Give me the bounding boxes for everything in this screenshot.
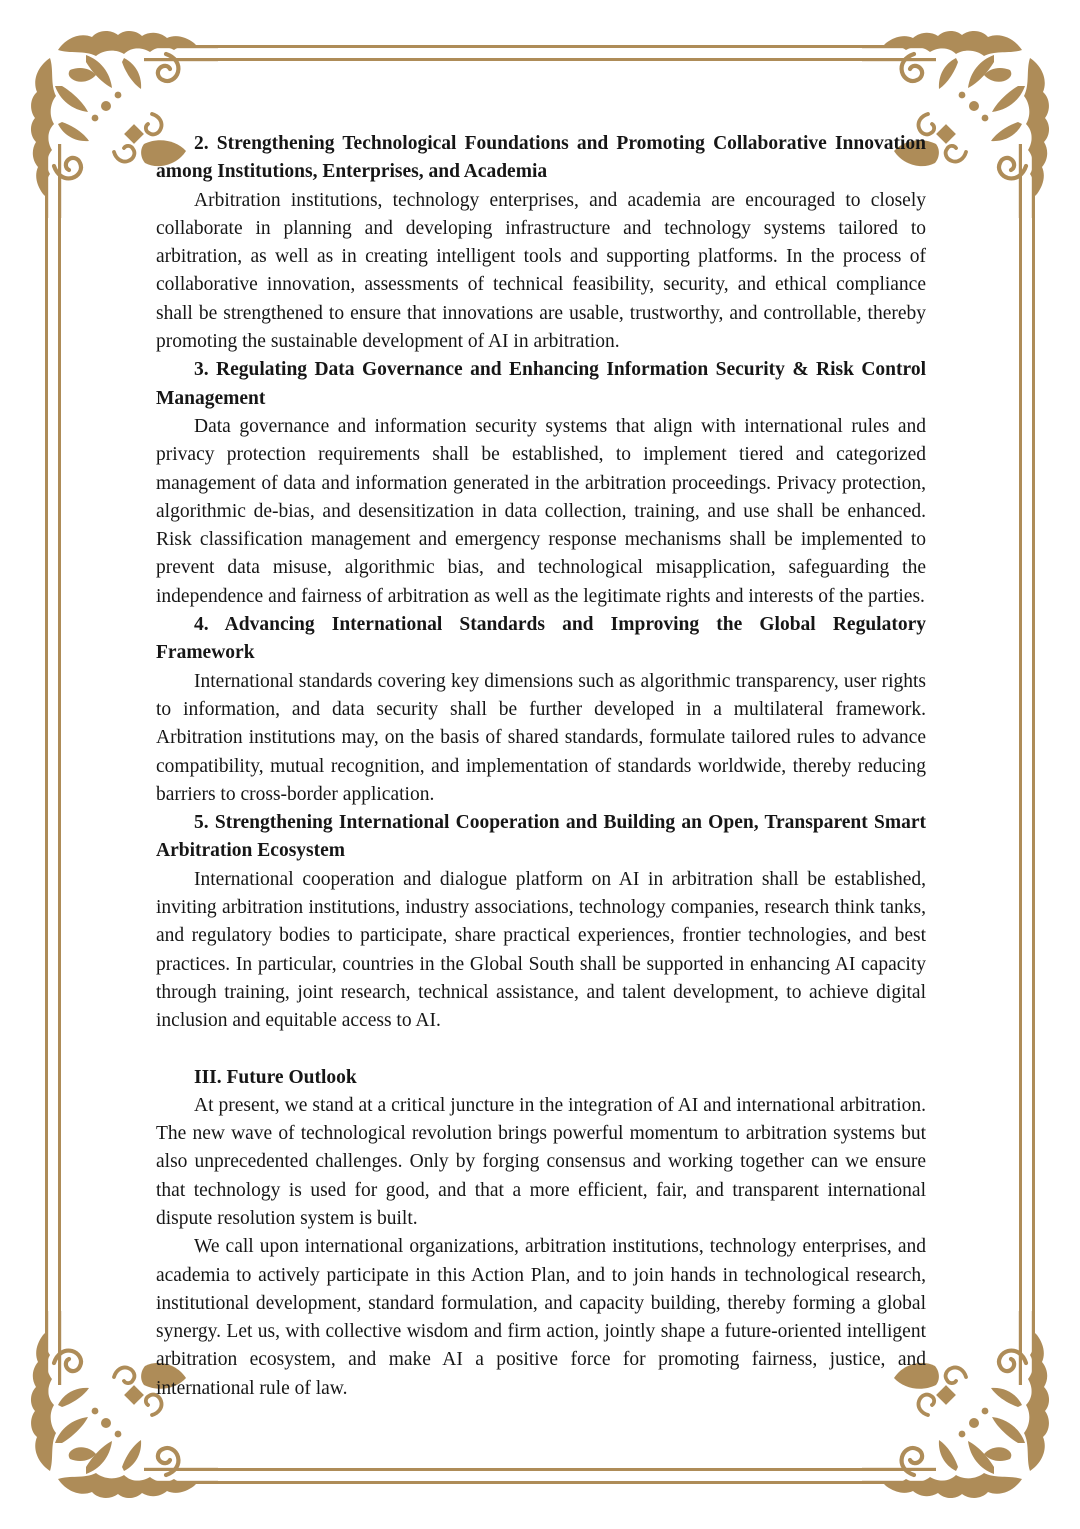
frame-line-left-inner xyxy=(58,212,61,1317)
frame-line-right-outer xyxy=(1032,212,1035,1317)
document-body xyxy=(156,130,926,1403)
frame-line-left-outer xyxy=(45,212,48,1317)
future-outlook-paragraph-2: We call upon international organizations, arbitration institutions, technology enterprises, and academia to actively participate in this Action Plan, and to join hands in technological research, institutional development, standard formulation, and capacity building, thereby forming a global synergy. Let us, with collective wisdom and firm action, jointly shape a future-oriented intelligent arbitration ecosystem, and make AI a positive force for promoting fairness, justice, and international rule of law. xyxy=(156,1236,926,1399)
future-outlook-heading: III. Future Outlook xyxy=(194,1066,357,1088)
frame-line-bottom-inner xyxy=(212,1468,868,1471)
frame-line-right-inner xyxy=(1019,212,1022,1317)
section-4-heading: 4. Advancing International Standards and Improving the Global Regulatory Framework xyxy=(156,614,926,664)
frame-line-top-outer xyxy=(212,45,868,48)
section-5-heading: 5. Strengthening International Cooperation and Building an Open, Transparent Smart Arbitration Ecosystem xyxy=(156,812,926,862)
section-3-paragraph: Data governance and information security systems that align with international rules and privacy protection requirements shall be established, to implement tiered and categorized management of data and information generated in the arbitration proceedings. Privacy protection, algorithmic de-bias, and desensitization in data collection, training, and use shall be enhanced. Risk classification management and emergency response mechanisms shall be implemented to prevent data misuse, algorithmic bias, and technological misapplication, safeguarding the independence and fairness of arbitration as well as the legitimate rights and interests of the parties. xyxy=(156,415,926,607)
future-outlook-paragraph-1: At present, we stand at a critical juncture in the integration of AI and international arbitration. The new wave of technological revolution brings powerful momentum to arbitration systems but also unprecedented challenges. Only by forging consensus and working together can we ensure that technology is used for good, and that a more efficient, fair, and transparent international dispute resolution system is built. xyxy=(156,1094,926,1229)
section-3-heading: 3. Regulating Data Governance and Enhancing Information Security & Risk Control Management xyxy=(156,359,926,409)
frame-line-top-inner xyxy=(212,58,868,61)
section-5-paragraph: International cooperation and dialogue platform on AI in arbitration shall be established, inviting arbitration institutions, industry associations, technology companies, research think tanks, and regulatory bodies to participate, share practical experiences, frontier technologies, and best practices. In particular, countries in the Global South shall be supported in enhancing AI capacity through training, joint research, technical assistance, and talent development, to achieve digital inclusion and equitable access to AI. xyxy=(156,868,926,1032)
section-4-paragraph: International standards covering key dimensions such as algorithmic transparency, user rights to information, and data security shall be further developed in a multilateral framework. Arbitration institutions may, on the basis of shared standards, formulate tailored rules to advance compatibility, mutual recognition, and implementation of standards worldwide, thereby reducing barriers to cross-border application. xyxy=(156,670,926,805)
section-2-heading: 2. Strengthening Technological Foundations and Promoting Collaborative Innovation among Institutions, Enterprises, and Academia xyxy=(156,133,926,183)
section-gap xyxy=(156,1036,926,1064)
section-2-paragraph: Arbitration institutions, technology enterprises, and academia are encouraged to closely collaborate in planning and developing infrastructure and technology systems tailored to arbitration, as well as in creating intelligent tools and supporting platforms. In the process of collaborative innovation, assessments of technical feasibility, security, and ethical compliance shall be strengthened to ensure that innovations are usable, trustworthy, and controllable, thereby promoting the sustainable development of AI in arbitration. xyxy=(156,189,926,353)
frame-line-bottom-outer xyxy=(212,1481,868,1484)
